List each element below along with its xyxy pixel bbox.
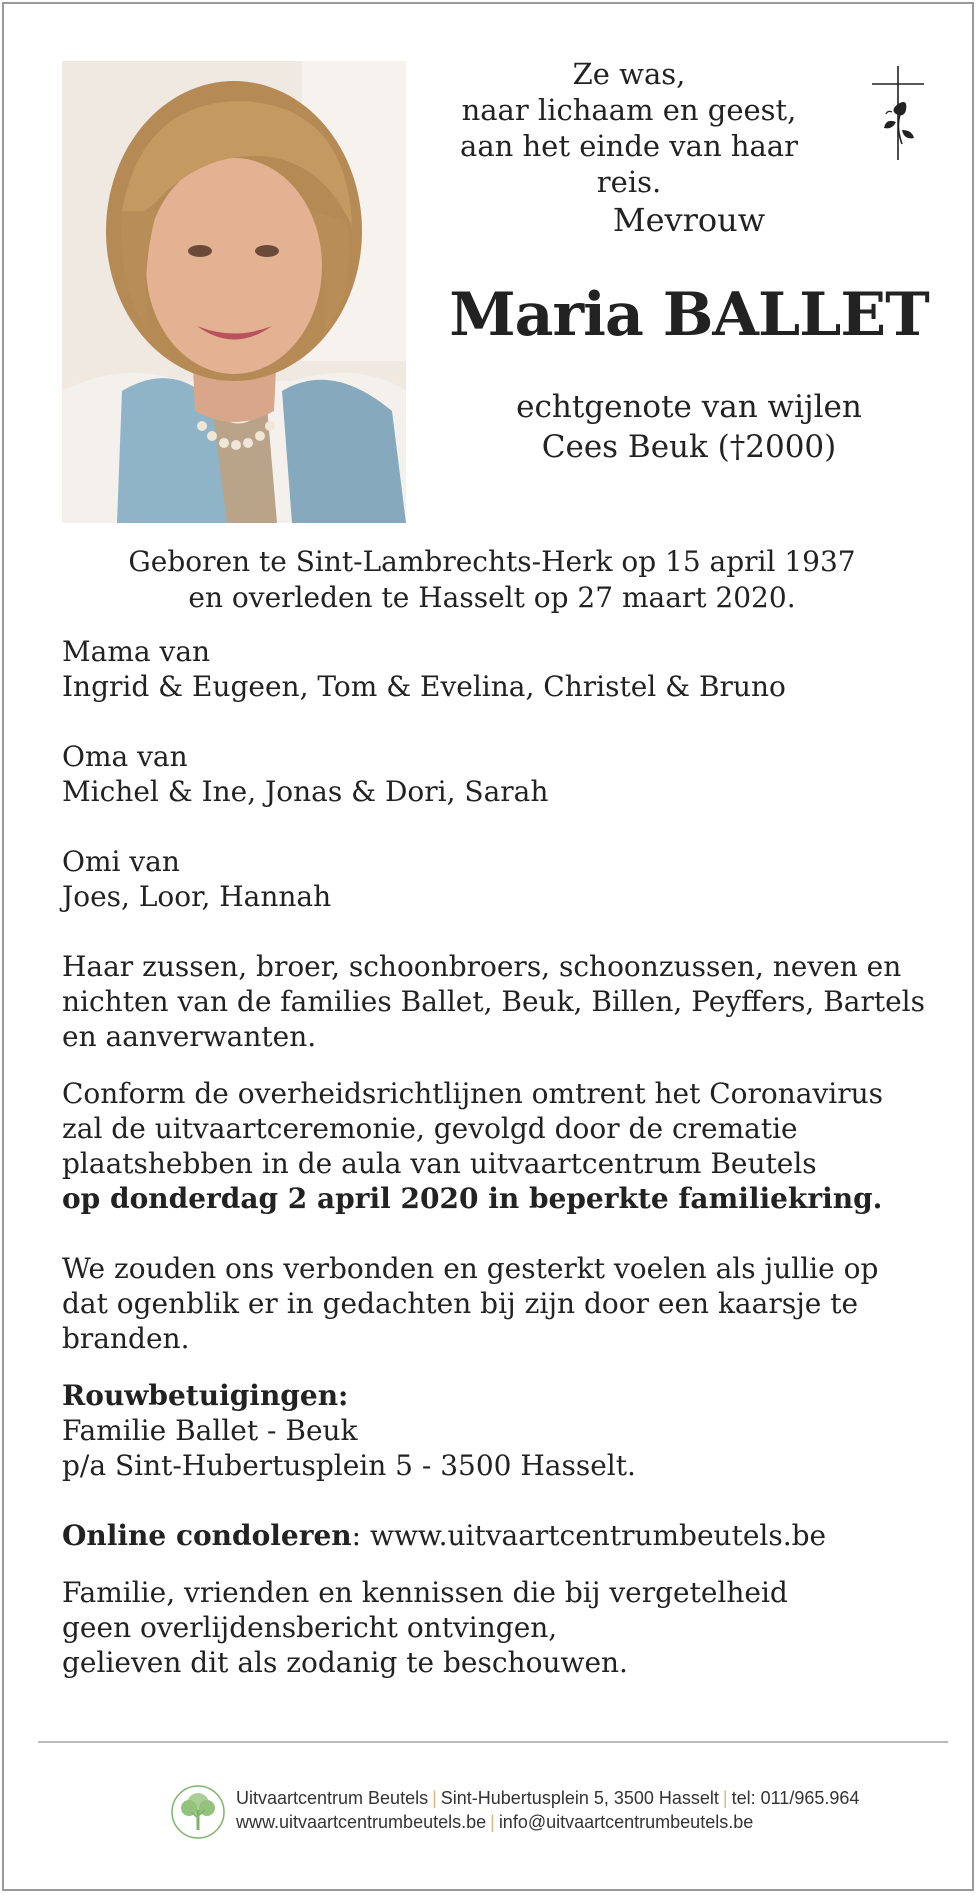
obituary-body <box>62 634 942 1715</box>
condolences-paragraph <box>62 1378 942 1483</box>
oma-label: Oma van <box>62 740 188 773</box>
mama-label: Mama van <box>62 635 211 668</box>
ceremony-line-2: zal de uitvaartceremonie, gevolgd door de crematie <box>62 1112 798 1145</box>
quote-line-3: aan het einde van haar reis. <box>460 129 798 199</box>
condolences-line-2: p/a Sint-Hubertusplein 5 - 3500 Hasselt. <box>62 1449 636 1482</box>
footer-separator: | <box>722 1788 728 1808</box>
online-label: Online condoleren <box>62 1519 352 1552</box>
ceremony-line-1: Conform de overheidsrichtlijnen omtrent het Coronavirus <box>62 1077 884 1110</box>
spouse-line-2: Cees Beuk (†2000) <box>541 429 837 465</box>
omi-paragraph <box>62 844 942 914</box>
condolences-label: Rouwbetuigingen: <box>62 1379 349 1412</box>
relatives-line-2: nichten van de families Ballet, Beuk, Billen, Peyffers, Bartels <box>62 985 925 1018</box>
footer-company: Uitvaartcentrum Beutels <box>236 1788 429 1808</box>
closing-line-3: gelieven dit als zodanig te beschouwen. <box>62 1646 628 1679</box>
candle-line-2: dat ogenblik er in gedachten bij zijn door een kaarsje te <box>62 1287 859 1320</box>
portrait-photo <box>62 61 406 523</box>
title-prefix: Mevrouw <box>612 201 766 239</box>
footer-phone[interactable]: tel: 011/965.964 <box>731 1788 860 1808</box>
footer-separator: | <box>432 1788 437 1808</box>
mama-names: Ingrid & Eugeen, Tom & Evelina, Christel & Bruno <box>62 670 786 703</box>
oma-paragraph <box>62 739 942 809</box>
mama-paragraph <box>62 634 942 704</box>
closing-line-1: Familie, vrienden en kennissen die bij vergetelheid <box>62 1576 788 1609</box>
footer-address: Sint-Hubertusplein 5, 3500 Hasselt <box>440 1788 719 1808</box>
footer-divider <box>38 1741 948 1743</box>
omi-label: Omi van <box>62 845 180 878</box>
online-url[interactable]: : www.uitvaartcentrumbeutels.be <box>351 1519 827 1552</box>
funeral-home-footer <box>170 1784 960 1840</box>
relatives-line-1: Haar zussen, broer, schoonbroers, schoonzussen, neven en <box>62 950 902 983</box>
footer-website[interactable]: www.uitvaartcentrumbeutels.be <box>236 1812 487 1832</box>
footer-email[interactable]: info@uitvaartcentrumbeutels.be <box>498 1812 754 1832</box>
quote-line-2: naar lichaam en geest, <box>461 93 797 127</box>
footer-separator: | <box>490 1812 495 1832</box>
cross-rose-icon <box>870 64 926 164</box>
omi-names: Joes, Loor, Hannah <box>62 880 332 913</box>
ceremony-paragraph <box>62 1076 942 1216</box>
relatives-line-3: en aanverwanten. <box>62 1020 317 1053</box>
closing-paragraph <box>62 1575 942 1680</box>
deceased-name: Maria BALLET <box>449 280 929 350</box>
footer-text <box>236 1786 859 1834</box>
condolences-line-1: Familie Ballet - Beuk <box>62 1414 358 1447</box>
spouse-info <box>429 387 949 467</box>
birth-line: Geboren te Sint-Lambrechts-Herk op 15 april 1937 <box>128 545 856 578</box>
spouse-line-1: echtgenote van wijlen <box>516 389 862 425</box>
opening-quote <box>429 56 829 200</box>
footer-line-1 <box>236 1786 859 1810</box>
oma-names: Michel & Ine, Jonas & Dori, Sarah <box>62 775 549 808</box>
birth-death-dates <box>62 544 922 616</box>
ceremony-date-bold: op donderdag 2 april 2020 in beperkte familiekring. <box>62 1182 883 1215</box>
obituary-card <box>2 2 974 1891</box>
closing-line-2: geen overlijdensbericht ontvingen, <box>62 1611 558 1644</box>
ceremony-line-3: plaatshebben in de aula van uitvaartcentrum Beutels <box>62 1147 817 1180</box>
relatives-paragraph <box>62 949 942 1054</box>
online-paragraph <box>62 1518 942 1553</box>
quote-line-1: Ze was, <box>572 57 686 91</box>
candle-paragraph <box>62 1251 942 1356</box>
death-line: en overleden te Hasselt op 27 maart 2020. <box>188 581 796 614</box>
footer-line-2 <box>236 1810 859 1834</box>
tree-logo-icon <box>170 1784 226 1840</box>
candle-line-3: branden. <box>62 1322 190 1355</box>
candle-line-1: We zouden ons verbonden en gesterkt voelen als jullie op <box>62 1252 879 1285</box>
